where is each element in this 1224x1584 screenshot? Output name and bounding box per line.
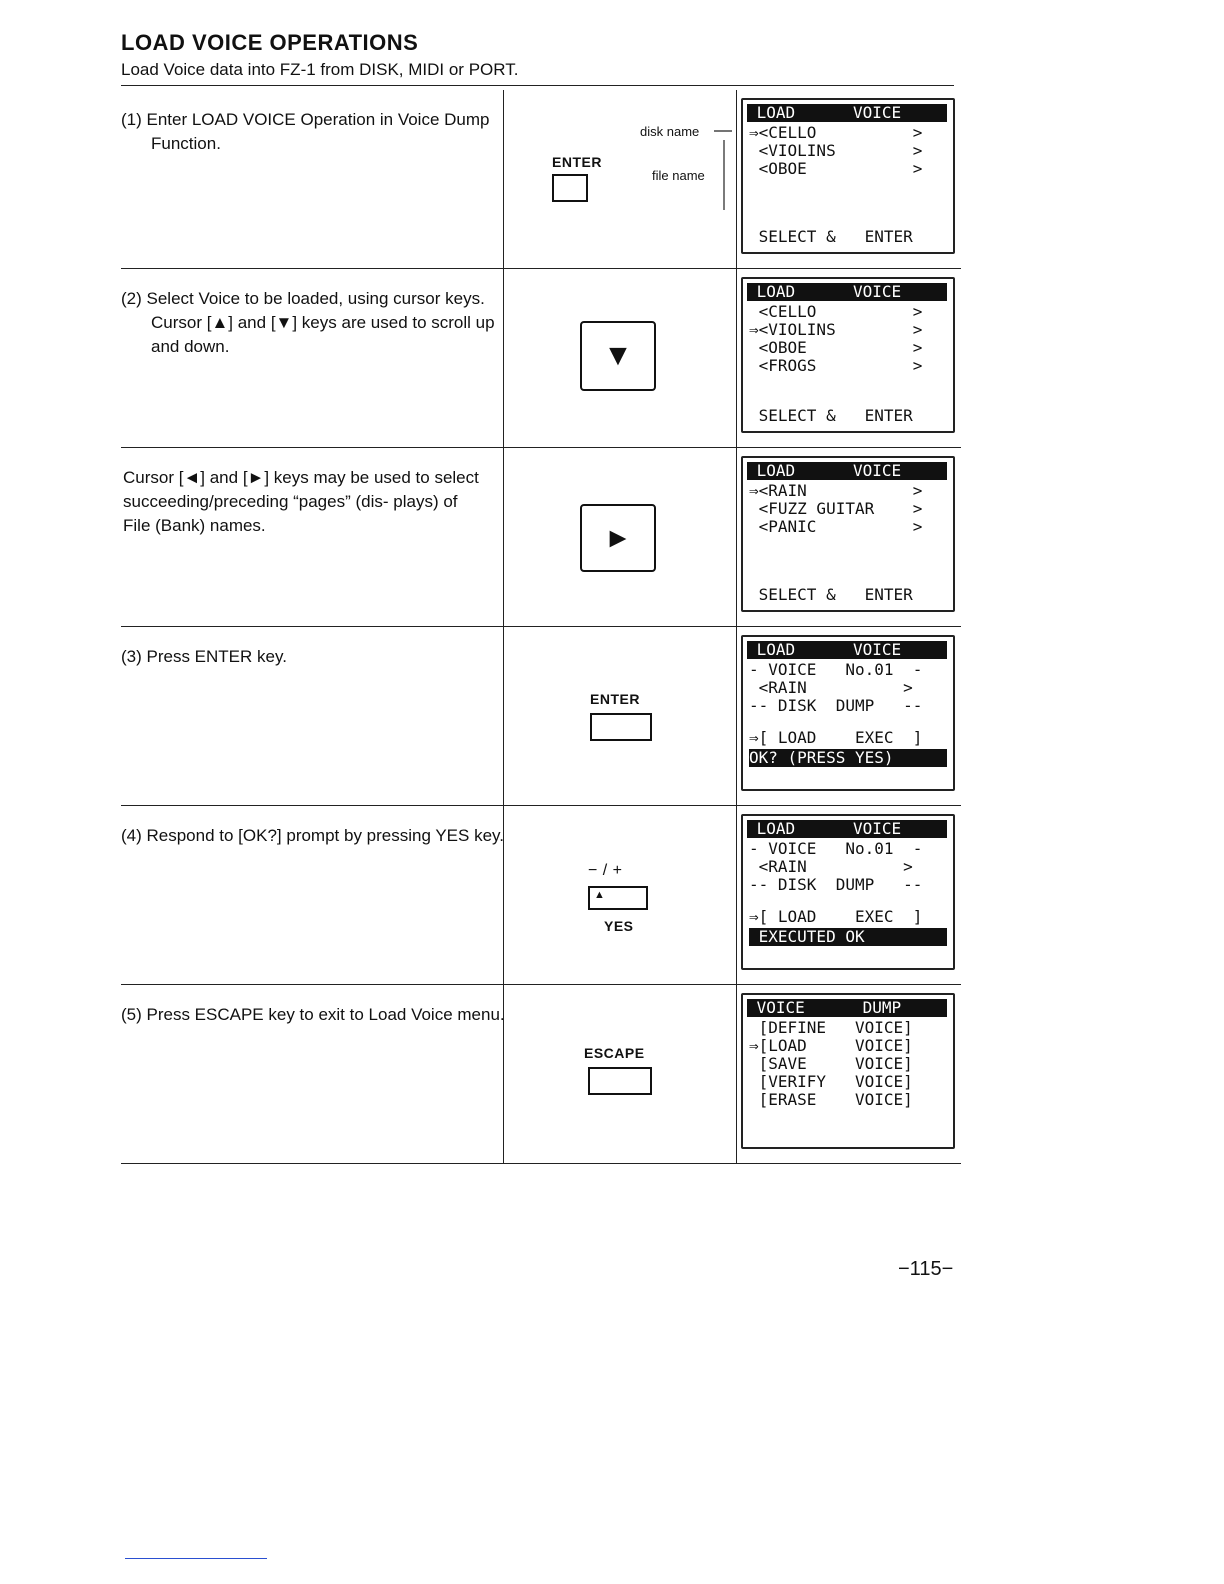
lcd-line: [VERIFY VOICE]: [749, 1072, 913, 1091]
cursor-right-key[interactable]: [580, 504, 656, 572]
lcd-header: LOAD VOICE: [747, 104, 947, 122]
key-cell: [503, 269, 737, 447]
lcd-line: <FUZZ GUITAR >: [749, 499, 923, 518]
lcd-header: LOAD VOICE: [747, 462, 947, 480]
step-text-cell: [121, 448, 501, 626]
footer-rule: [125, 1558, 267, 1559]
lcd-line: SELECT & ENTER: [749, 585, 913, 604]
lcd-screen: [741, 277, 955, 433]
right-arrow-icon: ►: [604, 522, 632, 553]
lcd-line: ⇒[ LOAD EXEC ]: [749, 907, 923, 926]
lcd-line: - VOICE No.01 -: [749, 839, 923, 858]
cursor-down-key[interactable]: [580, 321, 656, 391]
lcd-cell: [737, 985, 961, 1163]
lcd-line: [SAVE VOICE]: [749, 1054, 913, 1073]
step-row-5: [121, 985, 961, 1164]
lcd-screen: [741, 456, 955, 612]
lcd-line: - VOICE No.01 -: [749, 660, 923, 679]
key-cell: [503, 627, 737, 805]
lcd-cell: [737, 448, 961, 626]
lcd-line: <PANIC >: [749, 517, 923, 536]
escape-key-label: ESCAPE: [584, 1045, 645, 1061]
up-arrow-icon: ▲: [594, 889, 605, 901]
lcd-cell: [737, 627, 961, 805]
top-rule: [121, 85, 954, 86]
file-name-annotation: file name: [652, 168, 705, 183]
lcd-screen: [741, 814, 955, 970]
lcd-header: LOAD VOICE: [747, 641, 947, 659]
step-text: (3) Press ENTER key.: [121, 647, 287, 666]
step-row-cursor-pages: [121, 448, 961, 627]
enter-key-label: ENTER: [590, 691, 640, 707]
lcd-line: <OBOE >: [749, 159, 923, 178]
lcd-status-line: EXECUTED OK: [749, 928, 947, 946]
lcd-line: ⇒<VIOLINS >: [749, 320, 923, 339]
lcd-cell: [737, 269, 961, 447]
page-number: −115−: [898, 1258, 954, 1280]
lcd-screen: [741, 98, 955, 254]
lcd-line: ⇒<CELLO >: [749, 123, 923, 142]
step-row-3: [121, 627, 961, 806]
step-row-4: [121, 806, 961, 985]
lcd-screen: [741, 635, 955, 791]
lcd-line: <VIOLINS >: [749, 141, 923, 160]
step-text: (1) Enter LOAD VOICE Operation in Voice Dump Function.: [121, 110, 490, 153]
yes-key-label: YES: [604, 918, 634, 934]
key-cell: [503, 985, 737, 1163]
lcd-prompt-line: OK? (PRESS YES): [749, 749, 947, 767]
disk-name-annotation: disk name: [640, 124, 700, 139]
enter-key-label: ENTER: [552, 154, 602, 170]
lcd-line: <CELLO >: [749, 302, 923, 321]
step-text-cell: [121, 985, 505, 1163]
page-subtitle: Load Voice data into FZ-1 from DISK, MIDI or PORT.: [121, 60, 519, 79]
escape-key[interactable]: [588, 1067, 652, 1095]
minus-plus-label: − / +: [588, 862, 623, 879]
lcd-header: LOAD VOICE: [747, 820, 947, 838]
down-arrow-icon: ▼: [603, 339, 633, 372]
enter-key[interactable]: [590, 713, 652, 741]
lcd-line: ⇒[LOAD VOICE]: [749, 1036, 913, 1055]
lcd-header: LOAD VOICE: [747, 283, 947, 301]
lcd-line: <RAIN >: [749, 678, 913, 697]
lcd-line: [ERASE VOICE]: [749, 1090, 913, 1109]
key-cell: [503, 806, 737, 984]
lcd-line: [DEFINE VOICE]: [749, 1018, 913, 1037]
key-cell: [503, 448, 737, 626]
lcd-line: <RAIN >: [749, 857, 913, 876]
step-text: (4) Respond to [OK?] prompt by pressing YES key.: [121, 826, 504, 845]
step-text-cell: [121, 806, 504, 984]
operations-table: [121, 90, 961, 1164]
lcd-line: ⇒[ LOAD EXEC ]: [749, 728, 923, 747]
lcd-line: SELECT & ENTER: [749, 406, 913, 425]
step-text-cell: [121, 627, 501, 805]
step-text: (2) Select Voice to be loaded, using cursor keys. Cursor [▲] and [▼] keys are used to scroll up and down.: [121, 289, 495, 356]
page-title: LOAD VOICE OPERATIONS: [121, 30, 419, 55]
lcd-line: ⇒<RAIN >: [749, 481, 923, 500]
lcd-line: -- DISK DUMP --: [749, 696, 923, 715]
lcd-screen: [741, 993, 955, 1149]
lcd-line: -- DISK DUMP --: [749, 875, 923, 894]
lcd-header: VOICE DUMP: [747, 999, 947, 1017]
lcd-cell: [737, 90, 961, 268]
lcd-line: SELECT & ENTER: [749, 227, 913, 246]
step-row-1: [121, 90, 961, 269]
step-text-cell: [121, 90, 501, 268]
yes-key[interactable]: [588, 886, 648, 910]
annotation-bracket: [504, 90, 736, 268]
lcd-cell: [737, 806, 961, 984]
key-cell: [503, 90, 737, 268]
step-text: (5) Press ESCAPE key to exit to Load Voice menu.: [121, 1005, 505, 1024]
lcd-line: <FROGS >: [749, 356, 923, 375]
step-row-2: [121, 269, 961, 448]
lcd-line: <OBOE >: [749, 338, 923, 357]
step-text-cell: [121, 269, 501, 447]
step-text: Cursor [◄] and [►] keys may be used to select succeeding/preceding “pages” (dis- plays) of File (Bank) names.: [123, 468, 479, 535]
